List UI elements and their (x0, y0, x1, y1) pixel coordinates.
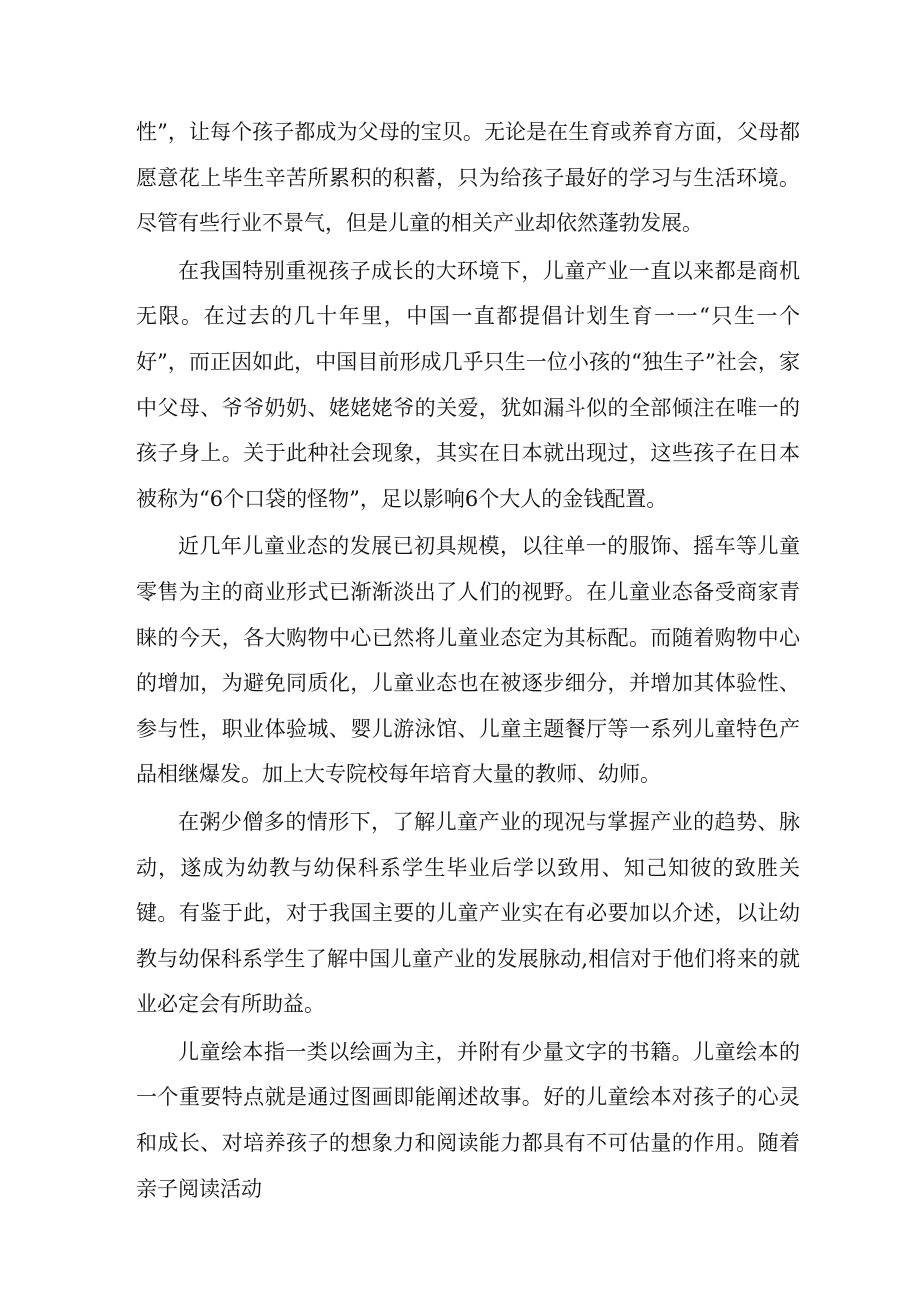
paragraph-1: 性”，让每个孩子都成为父母的宝贝。无论是在生育或养育方面，父母都愿意花上毕生辛苦所累积的积蓄，只为给孩子最好的学习与生活环境。尽管有些行业不景气，但是儿童的相关产业却依然蓬勃发展。 (136, 120, 800, 236)
paragraph-5: 儿童绘本指一类以绘画为主，并附有少量文字的书籍。儿童绘本的一个重要特点就是通过图画即能阐述故事。好的儿童绘本对孩子的心灵和成长、对培养孩子的想象力和阅读能力都具有不可估量的作用。随着亲子阅读活动 (136, 1039, 800, 1201)
document-body (136, 110, 800, 1212)
paragraph-3: 近几年儿童业态的发展已初具规模，以往单一的服饰、摇车等儿童零售为主的商业形式已渐渐淡出了人们的视野。在儿童业态备受商家青睐的今天，各大购物中心已然将儿童业态定为其标配。而随着购物中心的增加，为避免同质化，儿童业态也在被逐步细分，并增加其体验性、参与性，职业体验城、婴儿游泳馆、儿童主题餐厅等一系列儿童特色产品相继爆发。加上大专院校每年培育大量的教师、幼师。 (136, 534, 800, 787)
paragraph-2: 在我国特别重视孩子成长的大环境下，儿童产业一直以来都是商机无限。在过去的几十年里，中国一直都提倡计划生育一一“只生一个好”，而正因如此，中国目前形成几乎只生一位小孩的“独生子”社会，家中父母、爷爷奶奶、姥姥姥爷的关爱，犹如漏斗似的全部倾注在唯一的孩子身上。关于此种社会现象，其实在日本就出现过，这些孩子在日本被称为“6个口袋的怪物”，足以影响6个大人的金钱配置。 (136, 258, 800, 511)
paragraph-4: 在粥少僧多的情形下，了解儿童产业的现况与掌握产业的趋势、脉动，遂成为幼教与幼保科系学生毕业后学以致用、知己知彼的致胜关键。有鉴于此，对于我国主要的儿童产业实在有必要加以介述，以让幼教与幼保科系学生了解中国儿童产业的发展脉动,相信对于他们将来的就业必定会有所助益。 (136, 809, 800, 1017)
